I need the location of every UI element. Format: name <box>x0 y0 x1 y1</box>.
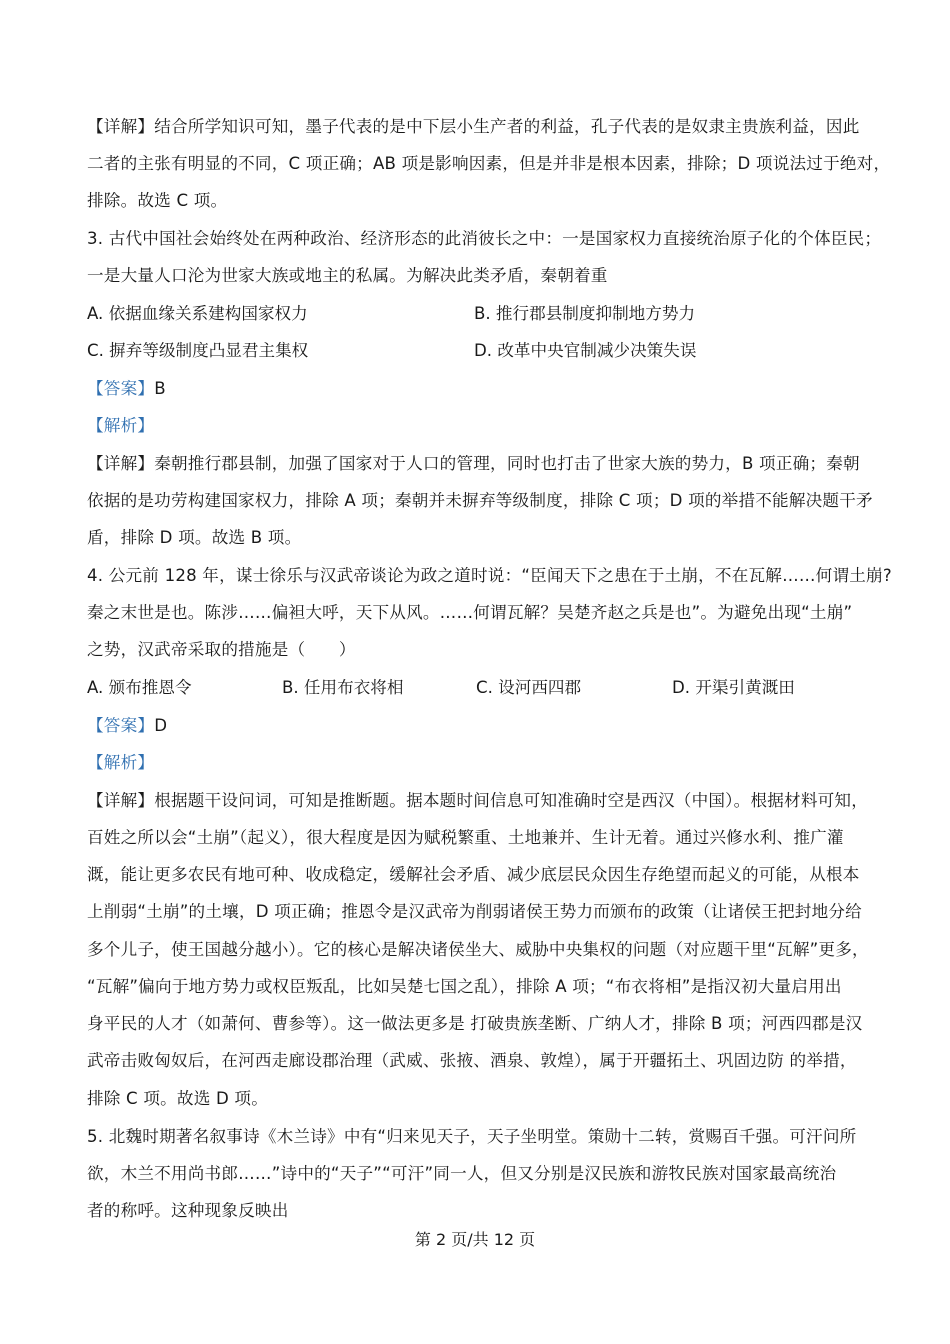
q4-detail-line-7: 身平民的人才（如萧何、曹参等）。这一做法更多是 打破贵族垄断、广纳人才，排除 B 项；河西四郡是汉 <box>87 1014 863 1033</box>
q4-detail-line-8: 武帝击败匈奴后，在河西走廊设郡治理（武威、张掖、酒泉、敦煌），属于开疆拓土、巩固边防 的举措， <box>87 1051 857 1070</box>
q4-stem-line-3: 之势，汉武帝采取的措施是（ ） <box>87 640 356 659</box>
page-footer: 第 2 页/共 12 页 <box>414 1230 536 1249</box>
q3-detail-line-1: 【详解】秦朝推行郡县制，加强了国家对于人口的管理，同时也打击了世家大族的势力，B 项正确；秦朝 <box>87 454 860 473</box>
q3-analysis-tag: 【解析】 <box>87 416 155 435</box>
q4-detail-line-6: “瓦解”偏向于地方势力或权臣叛乱，比如吴楚七国之乱），排除 A 项；“布衣将相”是指汉初大量启用出 <box>87 977 842 996</box>
q3-option-c: C. 摒弃等级制度凸显君主集权 <box>87 341 309 360</box>
q3-answer-tag: 【答案】 <box>87 379 155 398</box>
q4-analysis-tag: 【解析】 <box>87 753 155 772</box>
q3-answer <box>87 378 166 400</box>
q3-answer-value: B <box>154 379 166 398</box>
q2-detail-line-1: 【详解】结合所学知识可知，墨子代表的是中下层小生产者的利益，孔子代表的是奴隶主贵族利益，因此 <box>87 117 860 136</box>
q4-detail-line-3: 溉，能让更多农民有地可种、收成稳定，缓解社会矛盾、减少底层民众因生存绝望而起义的可能，从根本 <box>87 865 860 884</box>
q3-option-d: D. 改革中央官制减少决策失误 <box>474 341 697 360</box>
q4-answer-value: D <box>154 716 168 735</box>
q4-option-b: B. 任用布衣将相 <box>282 678 404 697</box>
q2-detail-tag: 【详解】 <box>87 117 155 136</box>
q3-stem-line-1: 3. 古代中国社会始终处在两种政治、经济形态的此消彼长之中：一是国家权力直接统治原子化的个体臣民； <box>87 229 882 248</box>
q2-detail-line-3: 排除。故选 C 项。 <box>87 191 228 210</box>
q5-stem-line-1: 5. 北魏时期著名叙事诗《木兰诗》中有“归来见天子，天子坐明堂。策勋十二转，赏赐百千强。可汗问所 <box>87 1127 857 1146</box>
q4-detail-tag: 【详解】 <box>87 791 155 810</box>
q4-answer-tag: 【答案】 <box>87 716 155 735</box>
q4-detail-line-5: 多个儿子，使王国越分越小）。它的核心是解决诸侯坐大、威胁中央集权的问题（对应题干里“瓦解”更多， <box>87 940 869 959</box>
q5-stem-line-2: 欲，木兰不用尚书郎……”诗中的“天子”“可汗”同一人，但又分别是汉民族和游牧民族对国家最高统治 <box>87 1164 837 1183</box>
q4-detail-line-9: 排除 C 项。故选 D 项。 <box>87 1089 269 1108</box>
q3-stem-line-2: 一是大量人口沦为世家大族或地主的私属。为解决此类矛盾，秦朝着重 <box>87 266 608 285</box>
q5-stem-line-3: 者的称呼。这种现象反映出 <box>87 1201 289 1220</box>
q3-option-a: A. 依据血缘关系建构国家权力 <box>87 304 308 323</box>
q4-detail-line-4: 上削弱“土崩”的土壤，D 项正确；推恩令是汉武帝为削弱诸侯王势力而颁布的政策（让诸侯王把封地分给 <box>87 902 862 921</box>
q3-detail-line-2: 依据的是功劳构建国家权力，排除 A 项；秦朝并未摒弃等级制度，排除 C 项；D 项的举措不能解决题干矛 <box>87 491 873 510</box>
q2-detail-line-2: 二者的主张有明显的不同，C 项正确；AB 项是影响因素，但是并非是根本因素，排除；D 项说法过于绝对， <box>87 154 891 173</box>
q4-option-d: D. 开渠引黄溉田 <box>672 678 795 697</box>
q4-detail-line-1: 【详解】根据题干设问词，可知是推断题。据本题时间信息可知准确时空是西汉（中国）。根据材料可知， <box>87 791 869 810</box>
q4-option-c: C. 设河西四郡 <box>476 678 582 697</box>
q4-stem-line-2: 秦之末世是也。陈涉……偏袒大呼，天下从风。……何谓瓦解？吴楚齐赵之兵是也”。为避免出现“土崩” <box>87 603 853 622</box>
q3-detail-tag: 【详解】 <box>87 454 155 473</box>
q3-detail-line-3: 盾，排除 D 项。故选 B 项。 <box>87 528 302 547</box>
q4-answer <box>87 715 167 737</box>
q3-option-b: B. 推行郡县制度抑制地方势力 <box>474 304 696 323</box>
q4-detail-line-2: 百姓之所以会“土崩”（起义），很大程度是因为赋税繁重、土地兼并、生计无着。通过兴修水利、推广灌 <box>87 828 844 847</box>
q4-stem-line-1: 4. 公元前 128 年，谋士徐乐与汉武帝谈论为政之道时说：“臣闻天下之患在于土崩，不在瓦解……何谓土崩? <box>87 566 892 585</box>
q4-option-a: A. 颁布推恩令 <box>87 678 192 697</box>
